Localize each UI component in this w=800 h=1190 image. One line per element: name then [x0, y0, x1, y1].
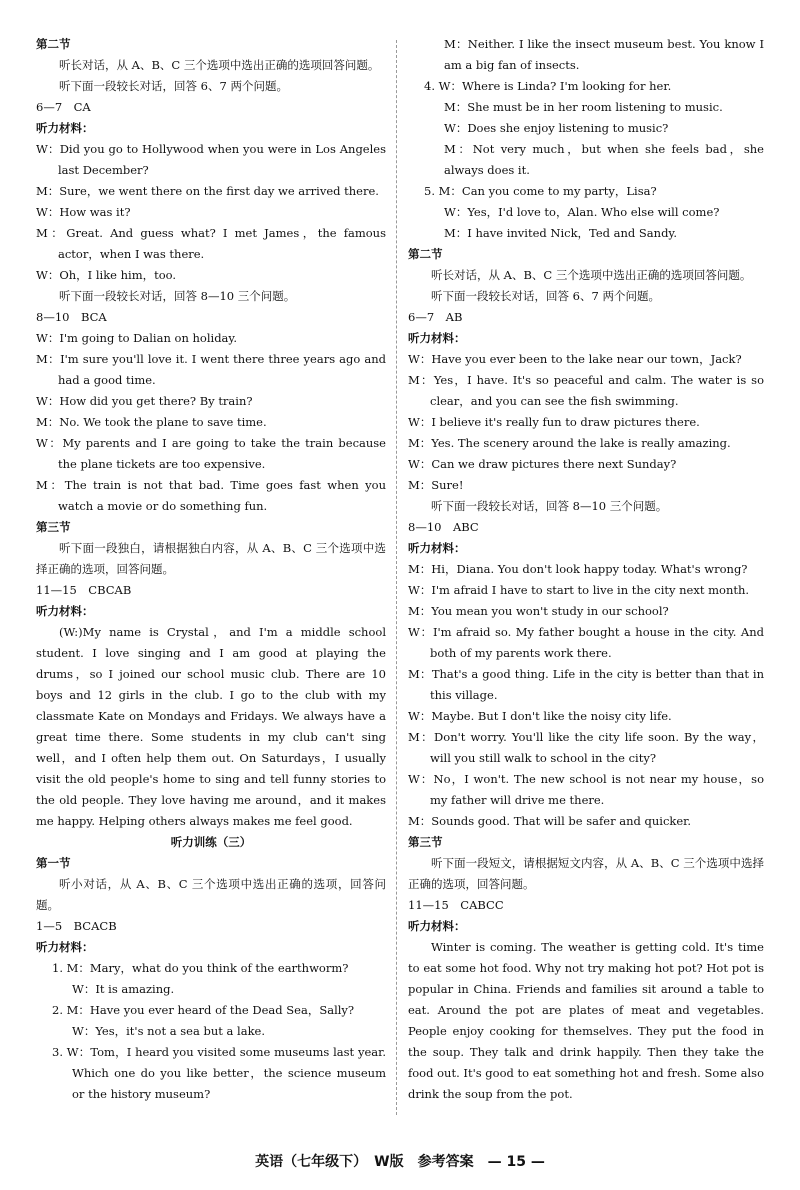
instruction: 听下面一段独白，请根据独白内容，从 A、B、C 三个选项中选择正确的选项，回答问题。 [36, 541, 386, 576]
dialogue-line: M：Neither. I like the insect museum best. You know I am a big fan of insects. [444, 37, 764, 72]
dialogue-line: W：Have you ever been to the lake near our town，Jack? [408, 352, 742, 366]
dialogue-line: W：Yes，I'd love to，Alan. Who else will come? [444, 205, 720, 219]
dialogue-line: M：Sounds good. That will be safer and quicker. [408, 814, 692, 828]
material-label: 听力材料： [36, 940, 94, 954]
sub-instruction: 听下面一段较长对话，回答 6、7 两个问题。 [59, 79, 288, 93]
dialogue-line: 1. M：Mary，what do you think of the earthworm? [52, 961, 349, 975]
dialogue-line: M：I have invited Nick，Ted and Sandy. [444, 226, 678, 240]
answer-key: 8—10 ABC [408, 520, 479, 534]
sub-instruction: 听下面一段较长对话，回答 8—10 三个问题。 [431, 499, 668, 513]
dialogue-line: 2. M：Have you ever heard of the Dead Sea，Sally? [52, 1003, 355, 1017]
left-column [36, 34, 386, 1105]
material-label: 听力材料： [408, 919, 466, 933]
material-label: 听力材料： [36, 604, 94, 618]
dialogue-line: M：I'm sure you'll love it. I went there three years ago and had a good time. [36, 352, 386, 387]
answer-key: 1—5 BCACB [36, 919, 117, 933]
dialogue-line: W：I'm afraid so. My father bought a house in the city. And both of my parents work there. [408, 625, 764, 660]
dialogue-line: M：The train is not that bad. Time goes fast when you watch a movie or do something fun. [36, 478, 386, 513]
dialogue-line: M：Sure，we went there on the first day we arrived there. [36, 184, 379, 198]
dialogue-line: M：Don't worry. You'll like the city life soon. By the way，will you still walk to school in the city? [408, 730, 764, 765]
material-label: 听力材料： [36, 121, 94, 135]
material-label: 听力材料： [408, 331, 466, 345]
dialogue-line: M：Not very much，but when she feels bad，she always does it. [444, 142, 764, 177]
dialogue-line: W：Does she enjoy listening to music? [444, 121, 669, 135]
answer-key: 6—7 AB [408, 310, 463, 324]
training-title: 听力训练（三） [170, 835, 252, 849]
dialogue-line: M：She must be in her room listening to music. [444, 100, 723, 114]
dialogue-line: M：Yes. The scenery around the lake is really amazing. [408, 436, 731, 450]
dialogue-line: W：Did you go to Hollywood when you were in Los Angeles last December? [36, 142, 386, 177]
dialogue-line: W：How was it? [36, 205, 131, 219]
right-column [408, 34, 764, 1105]
section-heading: 第三节 [36, 520, 71, 534]
dialogue-line: M：No. We took the plane to save time. [36, 415, 267, 429]
section-heading: 第二节 [36, 37, 71, 51]
sub-instruction: 听下面一段较长对话，回答 8—10 三个问题。 [59, 289, 296, 303]
dialogue-line: W：Maybe. But I don't like the noisy city life. [408, 709, 672, 723]
dialogue-line: M：That's a good thing. Life in the city is better than that in this village. [408, 667, 764, 702]
instruction: 听小对话，从 A、B、C 三个选项中选出正确的选项，回答问题。 [36, 877, 386, 912]
page-footer: 英语（七年级下） W版 参考答案 — 15 — [255, 1154, 545, 1170]
dialogue-line: M：Hi，Diana. You don't look happy today. What's wrong? [408, 562, 748, 576]
dialogue-line: W：I'm afraid I have to start to live in the city next month. [408, 583, 750, 597]
dialogue-line: M：Yes，I have. It's so peaceful and calm. The water is so clear，and you can see the fish swimming. [408, 373, 764, 408]
instruction: 听下面一段短文，请根据短文内容，从 A、B、C 三个选项中选择正确的选项，回答问题。 [408, 856, 764, 891]
instruction: 听长对话，从 A、B、C 三个选项中选出正确的选项回答问题。 [59, 58, 380, 72]
answer-key: 11—15 CBCAB [36, 583, 132, 597]
answer-key: 11—15 CABCC [408, 898, 504, 912]
sub-instruction: 听下面一段较长对话，回答 6、7 两个问题。 [431, 289, 660, 303]
dialogue-line: W：Oh，I like him，too. [36, 268, 177, 282]
dialogue-line: W：I believe it's really fun to draw pictures there. [408, 415, 700, 429]
section-heading: 第三节 [408, 835, 443, 849]
answer-key: 8—10 BCA [36, 310, 107, 324]
dialogue-line: W：I'm going to Dalian on holiday. [36, 331, 238, 345]
dialogue-line: W：No，I won't. The new school is not near my house，so my father will drive me there. [408, 772, 764, 807]
monologue-text: (W:)My name is Crystal，and I'm a middle school student. I love singing and I am good at playing the drums，so I joined our school music club. There are 10 boys and 12 girls in the club. I go to the club with my classmate Kate on Mondays and Fridays. We always have a great time there. Some students in my club can't sing well，and I often help them out. On Saturdays，I usually visit the old people's home to sing and tell funny stories to the old people. They love having me around，and it makes me happy. Helping others always makes me feel good. [36, 625, 386, 828]
column-divider [396, 40, 397, 1115]
dialogue-line: W：My parents and I are going to take the train because the plane tickets are too expensive. [36, 436, 386, 471]
dialogue-line: 5. M：Can you come to my party，Lisa? [424, 184, 657, 198]
material-label: 听力材料： [408, 541, 466, 555]
dialogue-line: M：Sure! [408, 478, 464, 492]
dialogue-line: M：You mean you won't study in our school? [408, 604, 669, 618]
instruction: 听长对话，从 A、B、C 三个选项中选出正确的选项回答问题。 [431, 268, 752, 282]
dialogue-line: 3. W：Tom，I heard you visited some museums last year. Which one do you like better，the science museum or the history museum? [52, 1045, 386, 1101]
dialogue-line: M：Great. And guess what? I met James，the famous actor，when I was there. [36, 226, 386, 261]
section-heading: 第二节 [408, 247, 443, 261]
answer-key: 6—7 CA [36, 100, 91, 114]
dialogue-line: 4. W：Where is Linda? I'm looking for her. [424, 79, 672, 93]
section-heading: 第一节 [36, 856, 71, 870]
passage-text: Winter is coming. The weather is getting cold. It's time to eat some hot food. Why not try making hot pot? Hot pot is popular in China. Friends and families sit around a table to eat. Around the pot are plates of meat and vegetables. People enjoy cooking for themselves. They put the food in the soup. They talk and drink happily. Then they take the food out. It's good to eat something hot and fresh. Some also drink the soup from the pot. [408, 940, 764, 1101]
dialogue-line: W：Can we draw pictures there next Sunday? [408, 457, 677, 471]
dialogue-line: W：It is amazing. [72, 982, 175, 996]
dialogue-line: W：How did you get there? By train? [36, 394, 253, 408]
dialogue-line: W：Yes，it's not a sea but a lake. [72, 1024, 265, 1038]
